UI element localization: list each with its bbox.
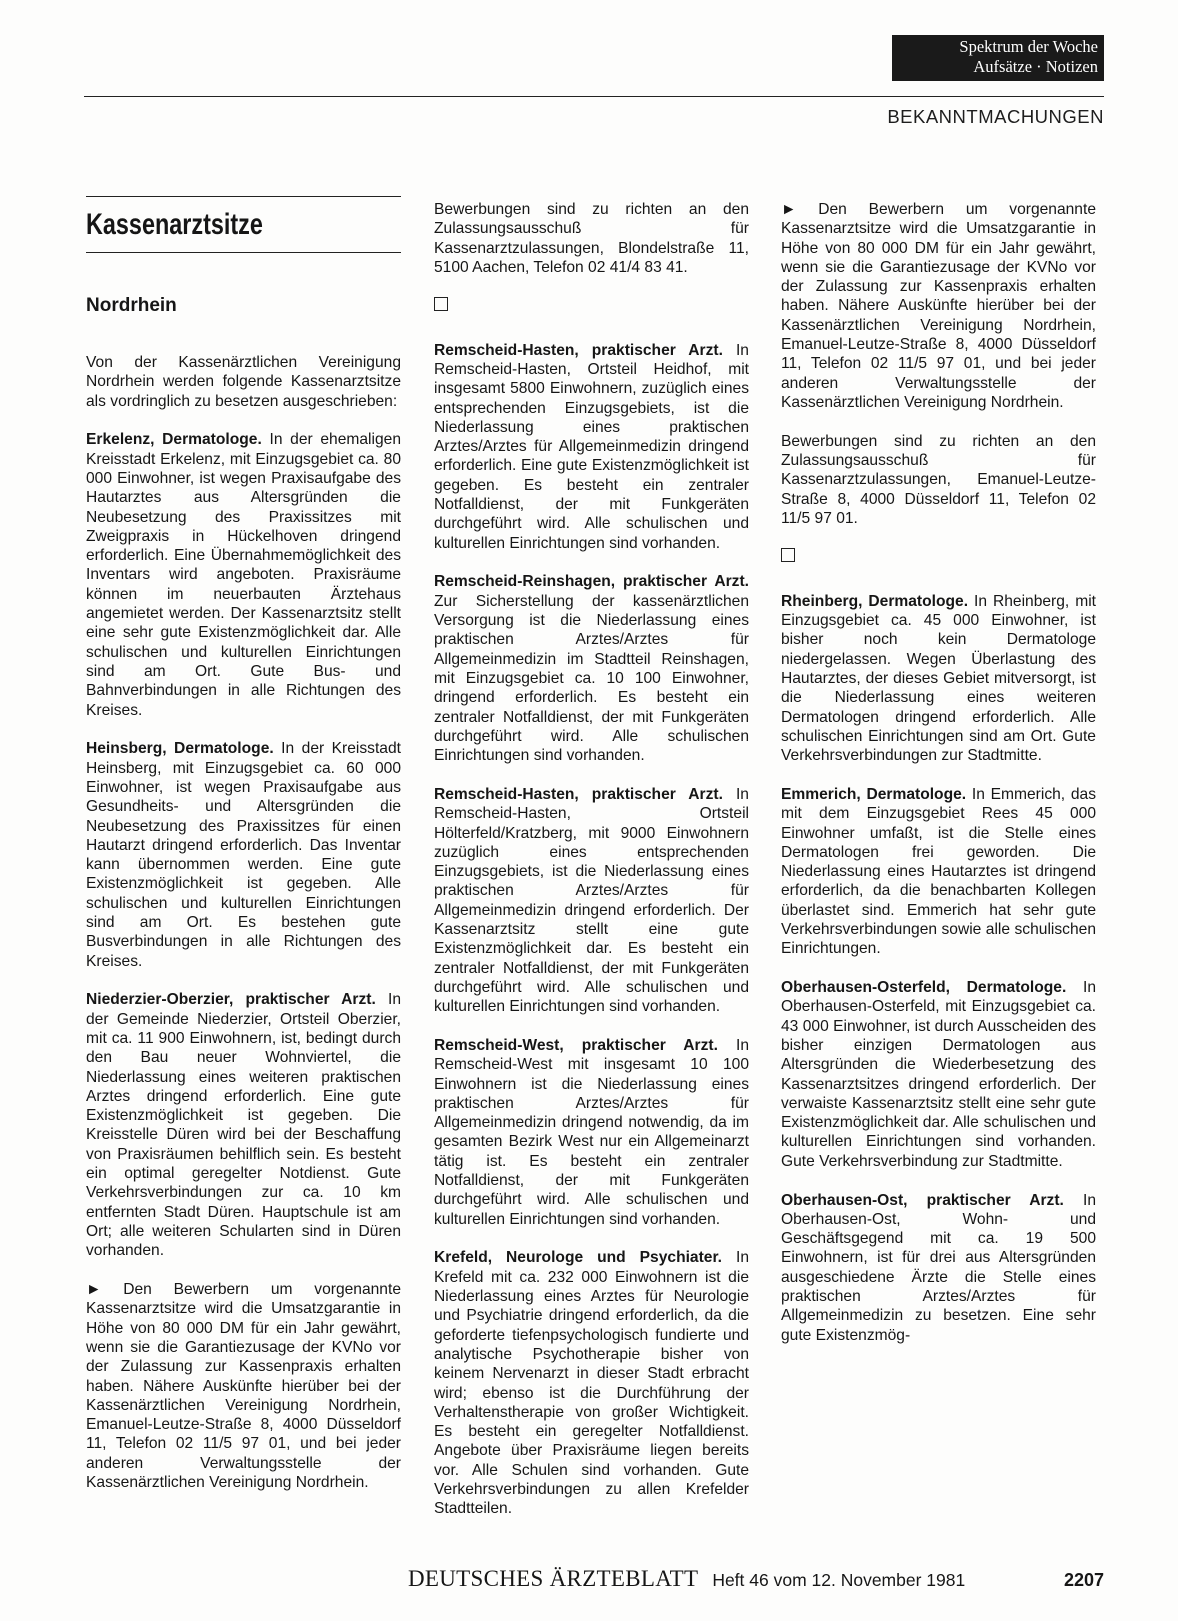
application-address: Bewerbungen sind zu richten an den Zulassungsausschuß für Kassenarztzulassungen, Emanuel-Leutze-Straße 8, 4000 Düsseldorf 11, Telefon 02 11/5 97 01. bbox=[781, 432, 1096, 527]
column-2 bbox=[434, 200, 749, 1538]
guarantee-notice: ► Den Bewerbern um vorgenannte Kassenarztsitze wird die Umsatzgarantie in Höhe von 80 000 DM für ein Jahr gewährt, wenn sie die Garantiezusage der KVNo vor der Zulassung zur Kassenpraxis erhalten haben. Nähere Auskünfte hierüber bei der Kassenärztlichen Vereinigung Nordrhein, Emanuel-Leutze-Straße 8, 4000 Düsseldorf 11, Telefon 02 11/5 97 01, und bei jeder anderen Verwaltungsstelle der Kassenärztlichen Vereinigung Nordrhein. bbox=[781, 201, 1096, 411]
entry-heading: Niederzier-Oberzier, praktischer Arzt. bbox=[86, 991, 376, 1009]
entry-heading: Remscheid-Hasten, praktischer Arzt. bbox=[434, 785, 723, 803]
entry-text: In Remscheid-Hasten, Ortsteil Hölterfeld/Kratzberg, mit 9000 Einwohnern zuzüglich eines entsprechenden Einzugsgebiets, ist die Niederlassung eines praktischen Arztes/Arztes für Allgemeinmedizin dringend erforderlich. Der Kassenarztsitz stellt eine gute Existenzmöglichkeit dar. Es besteht ein zentraler Notfalldienst, der mit Funkgeräten durchgeführt wird. Alle schulischen und kulturellen Einrichtungen sind vorhanden. bbox=[434, 785, 749, 1016]
listing-entry bbox=[86, 990, 401, 1260]
listing-entry bbox=[434, 785, 749, 1017]
entry-text: In Rheinberg, mit Einzugsgebiet ca. 45 000 Einwohner, ist bisher noch kein Dermatologe niedergelassen. Wegen Überlastung des Hautarztes, der dieses Gebiet mitversorgt, ist die Niederlassung eines weiteren Dermatologen dringend erforderlich. Alle schulischen Einrichtungen sind am Ort. Gute Verkehrsverbindungen zur Stadtmitte. bbox=[781, 592, 1097, 765]
listing-entry bbox=[781, 1191, 1096, 1345]
listing-entry bbox=[781, 785, 1096, 959]
issue-date: Heft 46 vom 12. November 1981 bbox=[712, 1570, 966, 1590]
listing-entry bbox=[434, 1036, 749, 1229]
article-title: Kassenarztsitze bbox=[86, 208, 263, 241]
entry-heading: Oberhausen-Ost, praktischer Arzt. bbox=[781, 1191, 1064, 1209]
entry-heading: Emmerich, Dermatologe. bbox=[781, 785, 967, 803]
section-separator-square bbox=[434, 297, 448, 311]
listing-entry bbox=[781, 978, 1096, 1171]
entry-heading: Oberhausen-Osterfeld, Dermatologe. bbox=[781, 979, 1067, 997]
entry-text: In Krefeld mit ca. 232 000 Einwohnern ist die Niederlassung eines Arztes für Neurologie und Psychiatrie dringend erforderlich, da die geforderte tiefenpsychologisch fundierte und analytische Psychotherapie bisher von keinem Nervenarzt in dieser Stadt erbracht wird; ebenso ist die Durchführung der Verhaltenstherapie von großer Wichtigkeit. Es besteht ein geregelter Notfalldienst. Angebote über Praxisräume liegen bereits vor. Alle Schulen sind vorhanden. Gute Verkehrsverbindungen zu allen Krefelder Stadtteilen. bbox=[434, 1249, 750, 1518]
entry-text: In Remscheid-West mit insgesamt 10 100 Einwohnern ist die Niederlassung eines praktischen Arztes/Arztes für Allgemeinmedizin dringend notwendig, da im gesamten Bezirk West nur ein Allgemeinarzt tätig ist. Es besteht ein zentraler Notfalldienst, der mit Funkgeräten durchgeführt wird. Alle schulischen und kulturellen Einrichtungen sind vorhanden. bbox=[434, 1036, 749, 1228]
entry-heading: Krefeld, Neurologe und Psychiater. bbox=[434, 1249, 723, 1267]
publication-name: DEUTSCHES ÄRZTEBLATT bbox=[408, 1566, 699, 1591]
intro-paragraph: Von der Kassenärztlichen Vereinigung Nordrhein werden folgende Kassenarztsitze als vordringlich zu besetzen ausgeschrieben: bbox=[86, 354, 401, 410]
title-rule-bottom bbox=[86, 252, 401, 253]
application-address: Bewerbungen sind zu richten an den Zulassungsausschuß für Kassenarztzulassungen, Blondelstraße 11, 5100 Aachen, Telefon 02 41/4 83 41. bbox=[434, 201, 749, 276]
listing-entry bbox=[434, 1248, 749, 1518]
entry-text: In Oberhausen-Osterfeld, mit Einzugsgebiet ca. 43 000 Einwohner, ist durch Ausscheiden des bisher einzigen Dermatologen aus Altersgründen die Wiederbesetzung des Kassenarztsitzes dringend erforderlich. Der verwaiste Kassenarztsitz stellt eine sehr gute Existenzmöglichkeit dar. Alle schulischen und kulturellen Einrichtungen sind vorhanden. Gute Verkehrsverbindung zur Stadtmitte. bbox=[781, 979, 1096, 1170]
badge-line-1: Spektrum der Woche bbox=[959, 37, 1098, 56]
listing-entry bbox=[434, 572, 749, 765]
entry-heading: Remscheid-West, praktischer Arzt. bbox=[434, 1036, 718, 1054]
entry-heading: Remscheid-Hasten, praktischer Arzt. bbox=[434, 341, 723, 359]
header-rule bbox=[84, 96, 1104, 97]
entry-text: In der Kreisstadt Heinsberg, mit Einzugsgebiet ca. 60 000 Einwohner, ist wegen Praxisaufgabe aus Gesundheits- und Altersgründen die Neubesetzung des Praxissitzes für einen Hautarzt dringend erforderlich. Das Inventar kann übernommen werden. Eine gute Existenzmöglichkeit ist gegeben. Alle schulischen und kulturellen Einrichtungen sind am Ort. Es bestehen gute Busverbindungen in alle Richtungen des Kreises. bbox=[86, 740, 401, 970]
listing-entry bbox=[86, 739, 401, 971]
entry-heading: Rheinberg, Dermatologe. bbox=[781, 592, 969, 610]
listing-entry bbox=[86, 430, 401, 719]
page-footer bbox=[408, 1566, 1104, 1592]
region-heading: Nordrhein bbox=[86, 295, 177, 316]
entry-heading: Heinsberg, Dermatologe. bbox=[86, 740, 274, 758]
entry-text: Zur Sicherstellung der kassenärztlichen Versorgung ist die Niederlassung eines praktischen Arztes/Arztes für Allgemeinmedizin im Stadtteil Reinshagen, mit Einzugsgebiet ca. 10 100 Einwohner, dringend erforderlich. Es besteht ein zentraler Notfalldienst, der mit Funkgeräten durchgeführt wird. Alle schulischen Einrichtungen sind vorhanden. bbox=[434, 592, 749, 765]
entry-text: In Emmerich, das mit dem Einzugsgebiet Rees 45 000 Einwohner umfaßt, ist die Stelle eines Dermatologen frei geworden. Die Niederlassung eines Hautarztes ist dringend erforderlich, da die benachbarten Kollegen überlastet sind. Emmerich hat sehr gute Verkehrsverbindungen sowie alle schulischen Einrichtungen. bbox=[781, 785, 1097, 958]
section-separator-square bbox=[781, 548, 795, 562]
section-label: BEKANNTMACHUNGEN bbox=[887, 106, 1104, 127]
entry-heading: Remscheid-Reinshagen, praktischer Arzt. bbox=[434, 573, 749, 591]
entry-text: In der Gemeinde Niederzier, Ortsteil Oberzier, mit ca. 11 900 Einwohnern, ist, bedingt durch den Bau neuer Wohnviertel, die Niederlassung eines weiteren praktischen Arztes dringend erforderlich. Eine gute Existenzmöglichkeit ist gegeben. Die Kreisstelle Düren wird bei der Beschaffung von Praxisräumen behilflich sein. Es besteht ein optimal geregelter Notdienst. Gute Verkehrsverbindungen zur ca. 10 km entfernten Stadt Düren. Hauptschule ist am Ort; alle weiteren Schularten sind in Düren vorhanden. bbox=[86, 991, 401, 1260]
title-rule-top bbox=[86, 196, 401, 197]
page-number: 2207 bbox=[1063, 1570, 1104, 1590]
entry-heading: Erkelenz, Dermatologe. bbox=[86, 431, 262, 449]
listing-entry bbox=[434, 341, 749, 553]
badge-line-2: Aufsätze · Notizen bbox=[973, 57, 1098, 76]
entry-text: In Remscheid-Hasten, Ortsteil Heidhof, mit insgesamt 5800 Einwohnern, zuzüglich eines entsprechenden Einzugsgebiets, ist die Niederlassung eines praktischen Arztes/Arztes für Allgemeinmedizin dringend erforderlich. Eine gute Existenzmöglichkeit ist gegeben. Es besteht ein zentraler Notfalldienst, der mit Funkgeräten durchgeführt wird. Alle schulischen und kulturellen Einrichtungen sind vorhanden. bbox=[434, 341, 749, 552]
entry-text: In der ehemaligen Kreisstadt Erkelenz, mit Einzugsgebiet ca. 80 000 Einwohner, ist wegen Praxisaufgabe des Hautarztes aus Altersgründen die Neubesetzung des Praxissitzes mit Zweigpraxis in Hückelhoven dringend erforderlich. Eine Übernahmemöglichkeit des Inventars wird angeboten. Praxisräume können im neuerbauten Ärztehaus angemietet werden. Der Kassenarztsitz stellt eine sehr gute Existenzmöglichkeit dar. Alle schulischen und kulturellen Einrichtungen sind am Ort. Gute Bus- und Bahnverbindungen in alle Richtungen des Kreises. bbox=[86, 431, 401, 719]
column-3 bbox=[781, 200, 1096, 1364]
section-badge bbox=[892, 35, 1104, 81]
guarantee-notice: ► Den Bewerbern um vorgenannte Kassenarztsitze wird die Umsatzgarantie in Höhe von 80 000 DM für ein Jahr gewährt, wenn sie die Garantiezusage der KVNo vor der Zulassung zur Kassenpraxis erhalten haben. Nähere Auskünfte hierüber bei der Kassenärztlichen Vereinigung Nordrhein, Emanuel-Leutze-Straße 8, 4000 Düsseldorf 11, Telefon 02 11/5 97 01, und bei jeder anderen Verwaltungsstelle der Kassenärztlichen Vereinigung Nordrhein. bbox=[86, 1281, 401, 1492]
listing-entry bbox=[781, 592, 1096, 766]
column-1 bbox=[86, 196, 401, 1512]
entry-text: In Oberhausen-Ost, Wohn- und Geschäftsgegend mit ca. 19 500 Einwohnern, ist für drei aus Altersgründen ausgeschiedene Ärzte die Stelle eines praktischen Arztes/Arztes für Allgemeinmedizin zu besetzen. Eine sehr gute Existenzmög- bbox=[781, 1191, 1096, 1344]
